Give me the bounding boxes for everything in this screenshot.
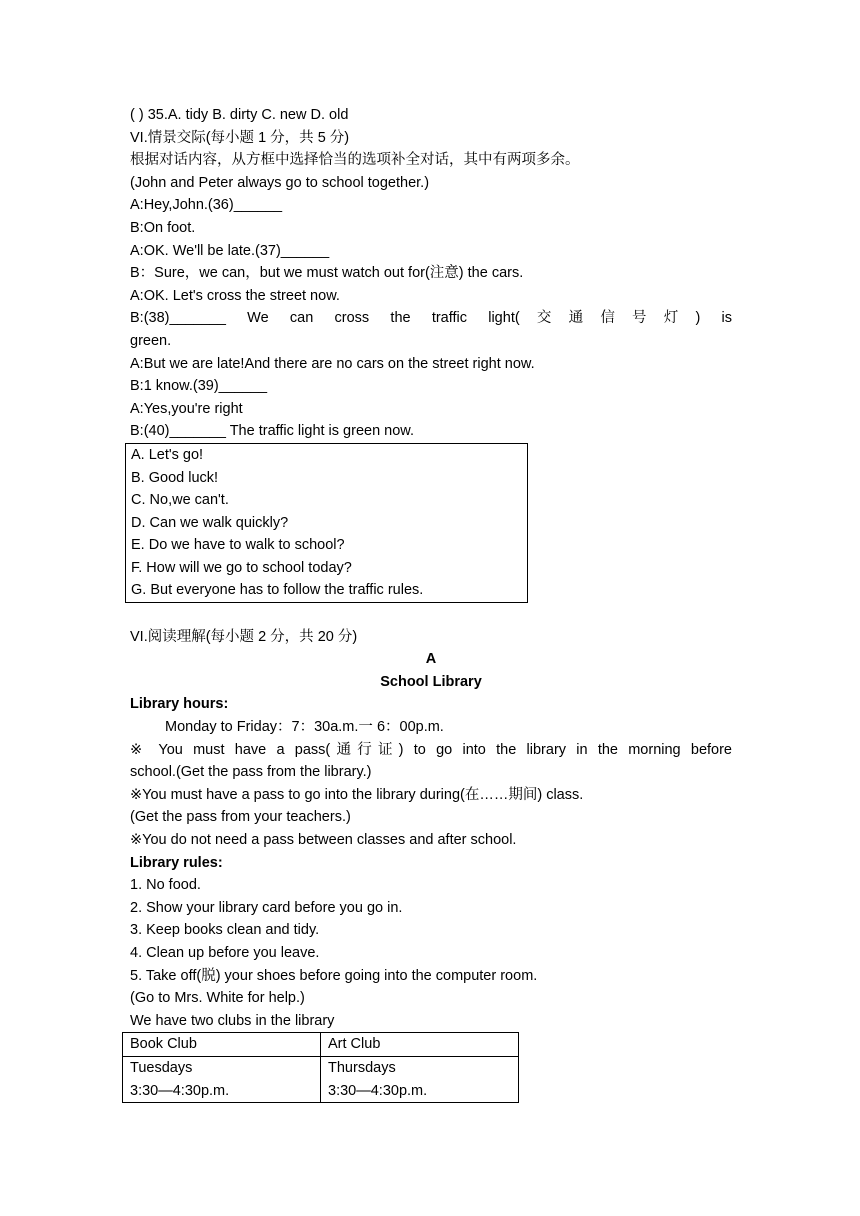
dialogue-line: A:OK. We'll be late.(37)______ [130, 242, 330, 259]
rule-item: 3. Keep books clean and tidy. [130, 922, 320, 939]
table-row [123, 1033, 519, 1057]
rule-item: 1. No food. [130, 877, 201, 894]
dialogue-line: A:Yes,you're right [130, 400, 243, 417]
note-line: (Get the pass from your teachers.) [130, 809, 351, 826]
document-page [130, 104, 732, 1103]
club-day: Tuesdays [130, 1059, 193, 1076]
section-instruction: 根据对话内容，从方框中选择恰当的选项补全对话，其中有两项多余。 [130, 152, 580, 169]
table-header-book-club: Book Club [123, 1033, 321, 1057]
rule-item: 5. Take off(脱) your shoes before going into the computer room. [130, 967, 538, 984]
options-box [125, 443, 528, 603]
table-cell [321, 1056, 519, 1102]
note-line: ※You must have a pass to go into the library during(在……期间) class. [130, 786, 584, 803]
dialogue-line: B:1 know.(39)______ [130, 378, 268, 395]
dialogue-line: B:(40)_______ The traffic light is green now. [130, 423, 415, 440]
dialogue-context: (John and Peter always go to school together.) [130, 174, 430, 191]
option-item: G. But everyone has to follow the traffic rules. [131, 582, 424, 599]
dialogue-line: green. [130, 332, 172, 349]
club-day: Thursdays [328, 1059, 396, 1076]
note-line: school.(Get the pass from the library.) [130, 764, 372, 781]
passage-heading: School Library [380, 673, 482, 690]
rules-label: Library rules: [130, 854, 223, 871]
passage-label: A [425, 651, 437, 668]
dialogue-line: A:Hey,John.(36)______ [130, 197, 283, 214]
dialogue-line: A:But we are late!And there are no cars on the street right now. [130, 355, 535, 372]
table-header-art-club: Art Club [321, 1033, 519, 1057]
dialogue-line: B：Sure，we can，but we must watch out for(注意) the cars. [130, 265, 524, 282]
option-item: E. Do we have to walk to school? [131, 537, 345, 554]
question-35: ( ) 35.A. tidy B. dirty C. new D. old [130, 107, 349, 123]
option-item: B. Good luck! [131, 469, 219, 486]
club-time: 3:30—4:30p.m. [328, 1082, 428, 1099]
spacer [130, 603, 732, 626]
dialogue-line: A:OK. Let's cross the street now. [130, 287, 340, 304]
hours-label: Library hours: [130, 696, 229, 713]
dialogue-line: B:(38)_______ We can cross the traffic light(交通信号灯) is [130, 310, 732, 327]
clubs-intro: We have two clubs in the library [130, 1012, 335, 1029]
dialogue-line: B:On foot. [130, 219, 196, 236]
rule-item: 2. Show your library card before you go in. [130, 899, 403, 916]
table-row [123, 1056, 519, 1102]
option-item: D. Can we walk quickly? [131, 514, 289, 531]
clubs-table [122, 1032, 519, 1103]
section-title-reading: VI.阅读理解(每小题 2 分，共 20 分) [130, 628, 358, 645]
section-title-dialogue: VI.情景交际(每小题 1 分，共 5 分) [130, 129, 350, 146]
rule-item: (Go to Mrs. White for help.) [130, 990, 305, 1007]
option-item: F. How will we go to school today? [131, 559, 352, 576]
table-cell [123, 1056, 321, 1102]
option-item: C. No,we can't. [131, 492, 229, 509]
rule-item: 4. Clean up before you leave. [130, 944, 320, 961]
club-time: 3:30—4:30p.m. [130, 1082, 230, 1099]
hours-text: Monday to Friday：7：30a.m.一 6：00p.m. [165, 719, 444, 736]
option-item: A. Let's go! [131, 446, 204, 463]
note-line: ※You do not need a pass between classes and after school. [130, 832, 517, 848]
note-line: ※ You must have a pass(通行证) to go into the library in the morning before [130, 741, 732, 758]
